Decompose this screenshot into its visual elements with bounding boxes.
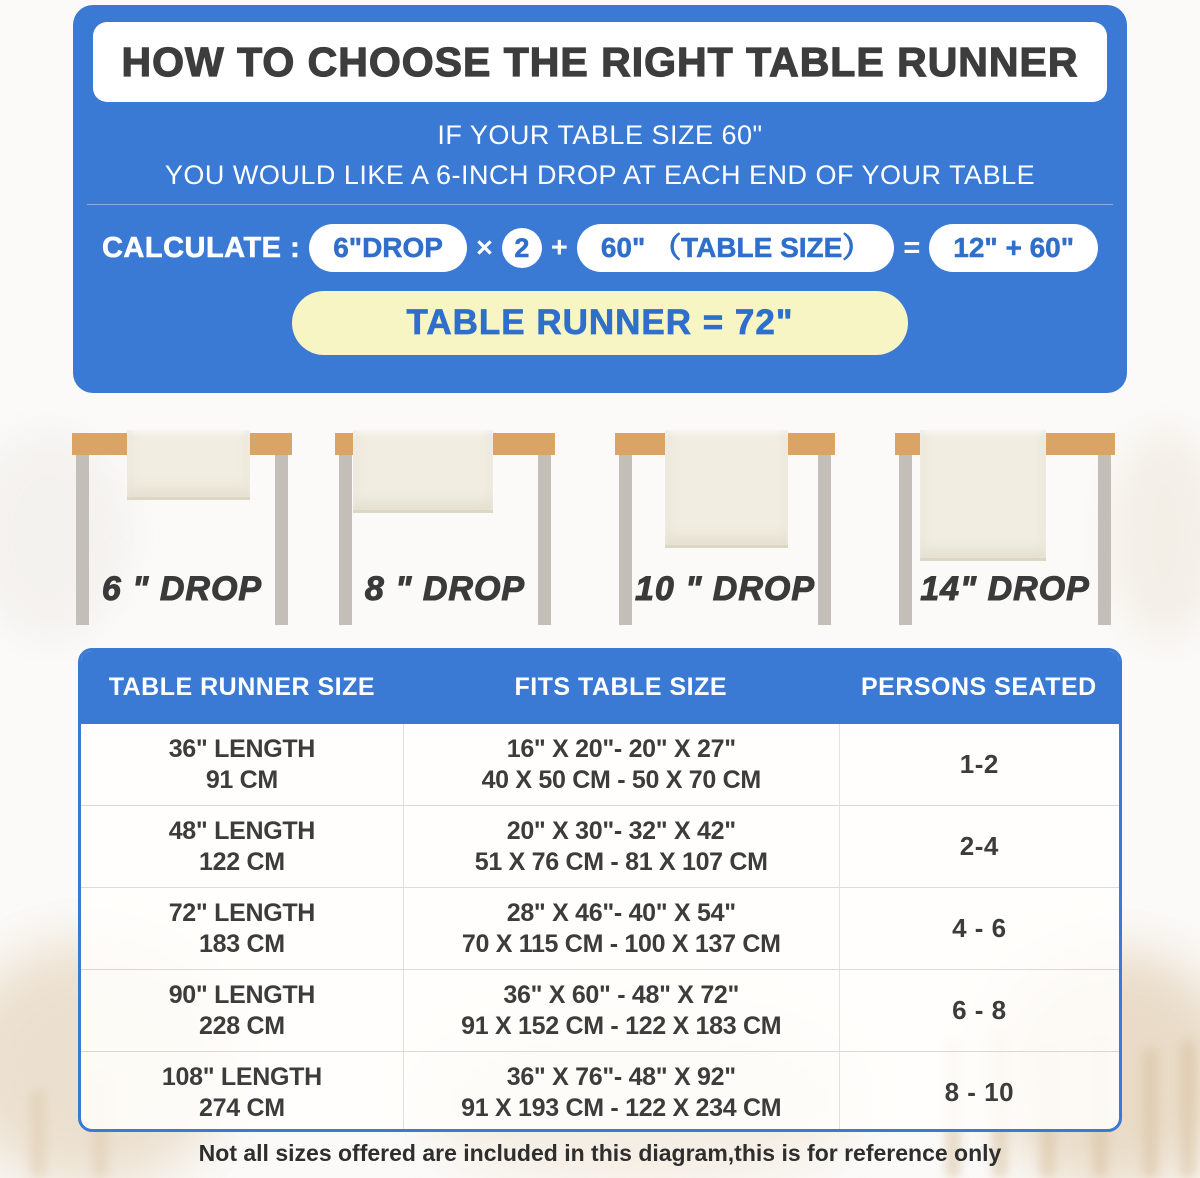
runner-size-cm: 228 CM	[199, 1011, 285, 1040]
subtitle-line-1: IF YOUR TABLE SIZE 60"	[437, 120, 763, 150]
runner-size-inches: 108" LENGTH	[161, 1062, 322, 1091]
title-card	[93, 22, 1107, 102]
size-chart-table	[78, 648, 1122, 1132]
fits-size-cm: 51 X 76 CM - 81 X 107 CM	[474, 847, 768, 876]
table-row	[81, 805, 1119, 887]
runner-size-cm: 91 CM	[205, 765, 278, 794]
table-row	[81, 1051, 1119, 1132]
runner-size-cm: 183 CM	[199, 929, 285, 958]
runner-drape-graphic	[127, 430, 250, 500]
multiply-operator: ×	[475, 231, 493, 264]
fits-size-inches: 20" X 30"- 32" X 42"	[506, 816, 736, 845]
fits-size-cm: 40 X 50 CM - 50 X 70 CM	[481, 765, 761, 794]
table-runner-result-pill: TABLE RUNNER = 72"	[292, 291, 908, 355]
size-chart-header	[81, 651, 1119, 724]
fits-size-cm: 91 X 193 CM - 122 X 234 CM	[461, 1093, 782, 1122]
table-size-pill: 60" （TABLE SIZE）	[577, 224, 894, 272]
multiplier-badge: 2	[502, 228, 542, 268]
table-illustration-8in	[335, 425, 555, 633]
plus-operator: +	[550, 231, 568, 264]
table-illustration-14in	[895, 425, 1115, 633]
sum-pill: 12" + 60"	[929, 224, 1098, 272]
runner-size-inches: 72" LENGTH	[168, 898, 316, 927]
page-title: HOW TO CHOOSE THE RIGHT TABLE RUNNER	[121, 38, 1079, 85]
column-header-persons: PERSONS SEATED	[860, 673, 1097, 701]
table-illustration-6in	[72, 425, 292, 633]
drop-label: 8 " DROP	[364, 570, 526, 608]
fits-size-cm: 70 X 115 CM - 100 X 137 CM	[461, 929, 781, 958]
fits-size-inches: 36" X 76"- 48" X 92"	[506, 1062, 736, 1091]
drop-value-pill: 6"DROP	[309, 224, 467, 272]
runner-size-inches: 36" LENGTH	[168, 734, 316, 763]
banner-divider	[87, 204, 1113, 205]
persons-seated: 2-4	[959, 831, 999, 861]
equals-operator: =	[903, 231, 921, 264]
subtitle-line-2: YOU WOULD LIKE A 6-INCH DROP AT EACH END OF YOUR TABLE	[164, 160, 1036, 190]
table-row	[81, 724, 1119, 805]
runner-drape-graphic	[665, 430, 788, 548]
header-banner	[73, 5, 1127, 393]
table-row	[81, 887, 1119, 969]
column-header-fits-size: FITS TABLE SIZE	[514, 673, 728, 701]
runner-size-cm: 274 CM	[199, 1093, 285, 1122]
fits-size-cm: 91 X 152 CM - 122 X 183 CM	[461, 1011, 782, 1040]
drop-examples-row	[0, 425, 1200, 633]
persons-seated: 4 - 6	[952, 913, 1007, 943]
column-header-runner-size: TABLE RUNNER SIZE	[108, 673, 376, 701]
footer-note: Not all sizes offered are included in this diagram,this is for reference only	[198, 1140, 1002, 1166]
runner-size-cm: 122 CM	[199, 847, 285, 876]
persons-seated: 1-2	[959, 749, 999, 779]
table-row	[81, 969, 1119, 1051]
runner-drape-graphic	[920, 430, 1046, 561]
calculation-row	[73, 224, 1127, 272]
fits-size-inches: 28" X 46"- 40" X 54"	[506, 898, 736, 927]
calculate-label: CALCULATE :	[101, 231, 301, 264]
runner-size-inches: 90" LENGTH	[168, 980, 316, 1009]
runner-drape-graphic	[353, 430, 493, 513]
persons-seated: 8 - 10	[944, 1077, 1015, 1107]
runner-size-inches: 48" LENGTH	[168, 816, 316, 845]
table-illustration-10in	[615, 425, 835, 633]
drop-label: 14" DROP	[920, 570, 1090, 608]
fits-size-inches: 16" X 20"- 20" X 27"	[506, 734, 736, 763]
persons-seated: 6 - 8	[952, 995, 1007, 1025]
drop-label: 6 " DROP	[101, 570, 263, 608]
fits-size-inches: 36" X 60" - 48" X 72"	[503, 980, 740, 1009]
drop-label: 10 " DROP	[634, 570, 816, 608]
